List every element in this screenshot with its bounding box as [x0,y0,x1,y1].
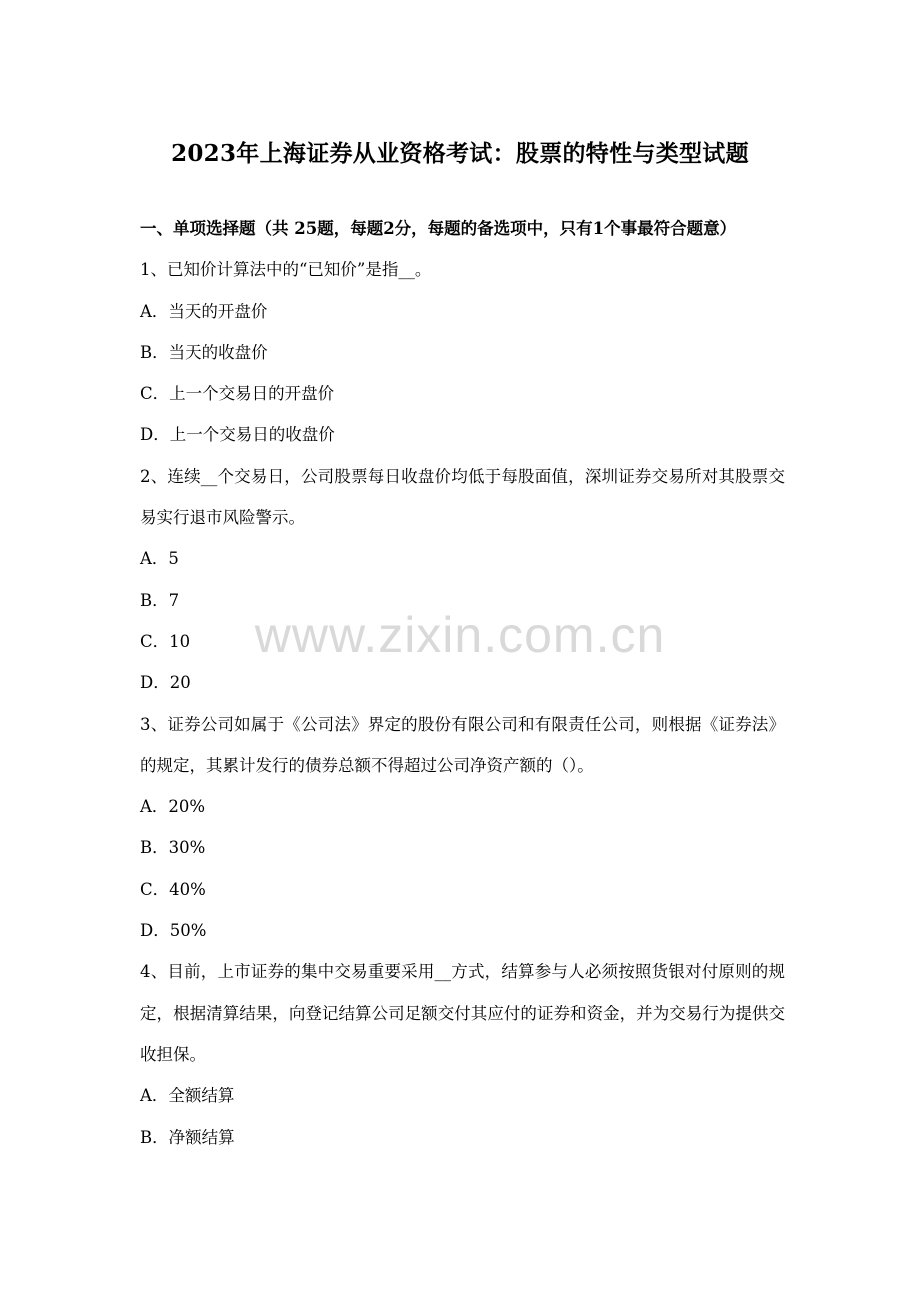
option-4b: B．净额结算 [140,1127,235,1147]
option-2c: C．10 [140,631,191,651]
option-2a: A．5 [140,549,179,569]
option-3a: A．20% [140,797,206,817]
option-1d: D．上一个交易日的收盘价 [140,425,335,445]
option-3d: D．50% [140,921,207,941]
watermark: www.zixin.com.cn [254,607,666,663]
option-2d: D．20 [140,673,191,693]
option-3c: C．40% [140,879,206,899]
option-4a: A．全额结算 [140,1086,235,1106]
section-heading: 一、单项选择题（共 25题，每题2分，每题的备选项中，只有1个事最符合题意） [140,219,737,238]
question-3: 3、证券公司如属于《公司法》界定的股份有限公司和有限责任公司，则根据《证券法》的规定，其累计发行的债券总额不得超过公司净资产额的（）。 [140,714,785,775]
option-2b: B．7 [140,590,180,610]
question-2: 2、连续__个交易日，公司股票每日收盘价均低于每股面值，深圳证券交易所对其股票交易实行退市风险警示。 [140,466,785,528]
option-1b: B．当天的收盘价 [140,342,268,362]
option-1a: A．当天的开盘价 [140,301,268,321]
document-title: 2023年上海证券从业资格考试：股票的特性与类型试题 [171,140,749,167]
option-3b: B．30% [140,838,206,858]
question-1: 1、已知价计算法中的“已知价”是指__。 [140,260,432,280]
document-body [140,208,785,1158]
question-4: 4、目前，上市证券的集中交易重要采用__方式，结算参与人必须按照货银对付原则的规定，根据清算结果，向登记结算公司足额交付其应付的证券和资金，并为交易行为提供交收担保。 [140,962,785,1064]
option-1c: C．上一个交易日的开盘价 [140,384,335,404]
